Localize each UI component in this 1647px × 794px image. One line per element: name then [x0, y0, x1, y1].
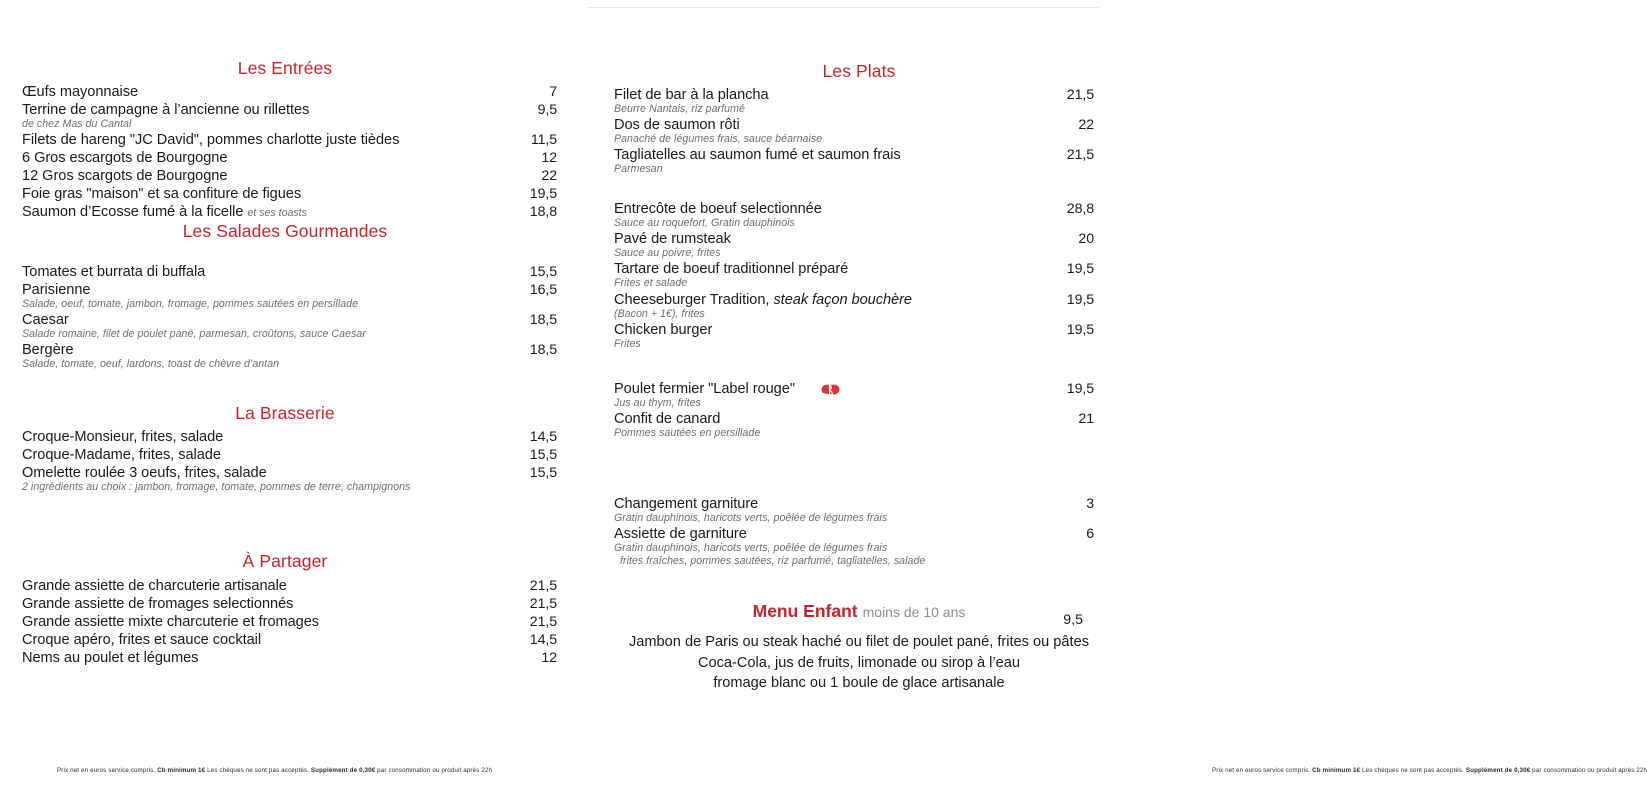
menu-item-price: 12 — [541, 150, 557, 167]
menu-item-name: Cheeseburger Tradition, steak façon bouchère — [614, 291, 912, 308]
menu-item-price: 21,5 — [1066, 147, 1094, 164]
item-description: Salade, oeuf, tomate, jambon, fromage, pommes sautées en persillade — [22, 298, 359, 310]
menu-item-price: 19,5 — [1066, 291, 1094, 308]
section-title-brasserie: La Brasserie — [235, 403, 335, 423]
menu-item-row — [22, 150, 557, 166]
menu-item-name: Poulet fermier "Label rouge" — [614, 381, 840, 397]
item-description: Panaché de légumes frais, sauce béarnaise — [614, 133, 823, 146]
footer-legal-right — [1212, 767, 1647, 774]
menu-enfant-line: Coca-Cola, jus de fruits, limonade ou sirop à l’eau — [697, 654, 1021, 671]
menu-item-row — [22, 168, 557, 184]
footer-text: Prix net en euros service compris. — [1212, 767, 1313, 774]
menu-item-name: Grande assiette mixte charcuterie et fromages — [22, 614, 320, 630]
menu-item-row — [614, 147, 1094, 163]
menu-item-name: Tagliatelles au saumon fumé et saumon frais — [614, 147, 901, 164]
item-description: Jus au thym, frites — [614, 397, 701, 409]
section-title-plats: Les Plats — [822, 61, 896, 81]
menu-enfant-title: Menu Enfant — [752, 601, 858, 621]
menu-item-name: Croque-Monsieur, frites, salade — [22, 429, 224, 445]
menu-item-price: 21,5 — [1066, 87, 1094, 103]
menu-item-row — [22, 447, 557, 463]
item-description: Pommes sautées en persillade — [614, 427, 761, 440]
menu-item-row — [614, 496, 1094, 512]
section-list-brasserie — [22, 429, 557, 494]
menu-item-name: Grande assiette de fromages selectionnés — [22, 596, 294, 612]
menu-enfant-price: 9,5 — [1063, 612, 1083, 628]
menu-item-name: Filet de bar à la plancha — [614, 87, 769, 103]
menu-enfant-line: Jambon de Paris ou steak haché ou filet de poulet pané, frites ou pâtes — [628, 634, 1089, 650]
menu-item-name: Pavé de rumsteak — [614, 231, 731, 248]
menu-item-price: 7 — [549, 84, 557, 100]
menu-enfant-block — [595, 601, 1123, 694]
menu-item-name: Filets de hareng "JC David", pommes charlotte juste tièdes — [22, 132, 400, 149]
item-description: Gratin dauphinois, haricots verts, poêlée de légumes frais — [614, 512, 888, 524]
menu-item-price: 21,5 — [529, 596, 557, 612]
menu-item-name: Grande assiette de charcuterie artisanale — [22, 578, 287, 594]
menu-item-name: 12 Gros scargots de Bourgogne — [22, 168, 228, 185]
menu-enfant-heading — [595, 601, 1123, 622]
menu-item-price: 14,5 — [529, 429, 557, 445]
menu-item-price: 21 — [1078, 411, 1094, 428]
menu-item-row — [614, 381, 1094, 397]
menu-item-name: Omelette roulée 3 oeufs, frites, salade — [22, 465, 267, 481]
menu-item-row — [22, 429, 557, 445]
menu-item-row — [614, 411, 1094, 427]
menu-item-name: Tartare de boeuf traditionnel préparé — [614, 261, 849, 278]
item-description: Sauce au poivre, frites — [614, 247, 721, 260]
menu-item-row — [22, 204, 557, 220]
footer-bold-cb: Cb minimum 1€ — [1312, 767, 1361, 774]
menu-item-price: 20 — [1078, 231, 1094, 248]
menu-item-row — [614, 201, 1094, 217]
section-list-entrees — [22, 84, 557, 220]
menu-item-price: 22 — [541, 168, 557, 185]
menu-item-row — [22, 186, 557, 202]
footer-text: Les chèques ne sont pas acceptés. — [205, 767, 311, 774]
menu-item-row — [22, 465, 557, 481]
menu-item-price: 18,8 — [529, 204, 557, 221]
section-list-salades — [22, 264, 557, 372]
menu-item-price: 12 — [541, 650, 557, 666]
footer-text: par consommation ou produit après 22h — [375, 767, 493, 774]
menu-item-price: 14,5 — [529, 632, 557, 648]
menu-item-name: Croque apéro, frites et sauce cocktail — [22, 632, 262, 648]
menu-item-price: 9,5 — [537, 102, 557, 118]
menu-item-row — [22, 132, 557, 148]
right-column — [595, 0, 1647, 794]
menu-item-price: 15,5 — [529, 264, 557, 280]
item-description: Salade, tomate, oeuf, lardons, toast de chèvre d’antan — [22, 358, 280, 371]
section-title-salades: Les Salades Gourmandes — [182, 221, 388, 241]
footer-text: Prix net en euros service compris. — [57, 767, 158, 774]
item-description: (Bacon + 1€), frites — [614, 307, 705, 320]
section-list-garniture — [614, 496, 1094, 569]
menu-item-row — [22, 84, 557, 100]
section-list-poultry — [614, 381, 1094, 440]
menu-item-name: Terrine de campagne à l’ancienne ou rillettes — [22, 102, 310, 118]
menu-item-name: Chicken burger — [614, 321, 713, 338]
menu-item-inline-description: et ses toasts — [247, 207, 307, 220]
menu-item-price: 3 — [1086, 496, 1094, 512]
menu-item-name: Tomates et burrata di buffala — [22, 264, 206, 280]
menu-item-name: Saumon d’Ecosse fumé à la ficelle et ses toasts — [22, 204, 307, 221]
menu-item-name: Confit de canard — [614, 411, 721, 428]
menu-item-row — [614, 231, 1094, 247]
menu-item-row — [22, 650, 557, 666]
menu-item-row — [22, 614, 557, 630]
menu-item-name: Changement garniture — [614, 496, 759, 512]
menu-item-price: 22 — [1078, 117, 1094, 134]
menu-item-name-italic: steak façon bouchère — [773, 291, 912, 308]
menu-item-row — [614, 117, 1094, 133]
menu-item-price: 21,5 — [529, 614, 557, 630]
menu-item-price: 18,5 — [529, 312, 557, 329]
section-list-partager — [22, 578, 557, 666]
item-description: Frites et salade — [614, 277, 688, 290]
menu-item-price: 19,5 — [1066, 321, 1094, 338]
item-description: Salade romaine, filet de poulet pané, parmesan, croûtons, sauce Caesar — [22, 328, 366, 341]
section-title-partager: À Partager — [242, 551, 328, 571]
menu-item-price: 28,8 — [1066, 201, 1094, 217]
menu-item-row — [22, 102, 557, 118]
menu-item-name: Foie gras "maison" et sa confiture de figues — [22, 186, 302, 203]
menu-item-row — [614, 526, 1094, 542]
menu-item-price: 15,5 — [529, 465, 557, 481]
item-description: Frites — [614, 337, 641, 350]
menu-item-name: 6 Gros escargots de Bourgogne — [22, 150, 228, 167]
label-rouge-icon — [821, 383, 840, 396]
footer-bold-supplement: Supplément de 0,30€ — [1465, 767, 1531, 774]
menu-item-price: 16,5 — [529, 282, 557, 298]
menu-item-price: 18,5 — [529, 342, 557, 359]
menu-item-price: 19,5 — [1066, 381, 1094, 397]
menu-item-row — [22, 282, 557, 298]
menu-item-name: Œufs mayonnaise — [22, 84, 139, 100]
menu-item-price: 11,5 — [530, 132, 557, 149]
item-description: frites fraîches, pommes sautées, riz parfumé, tagliatelles, salade — [620, 555, 926, 568]
footer-bold-cb: Cb minimum 1€ — [157, 767, 206, 774]
menu-enfant-line: fromage blanc ou 1 boule de glace artisanale — [713, 675, 1005, 692]
menu-item-row — [22, 632, 557, 648]
section-list-fish — [614, 87, 1094, 177]
menu-item-row — [22, 596, 557, 612]
footer-text: par consommation ou produit après 22h — [1530, 767, 1647, 774]
menu-item-row — [22, 312, 557, 328]
item-description: Sauce au roquefort, Gratin dauphinois — [614, 217, 795, 229]
menu-item-name: Caesar — [22, 312, 69, 329]
menu-item-price: 19,5 — [1066, 261, 1094, 278]
menu-item-row — [22, 264, 557, 280]
menu-item-price: 19,5 — [529, 186, 557, 203]
footer-text: Les chèques ne sont pas acceptés. — [1360, 767, 1466, 774]
section-title-entrees: Les Entrées — [237, 58, 333, 78]
menu-item-row — [614, 322, 1094, 338]
menu-item-row — [22, 578, 557, 594]
menu-item-row — [614, 87, 1094, 103]
menu-item-row — [22, 342, 557, 358]
menu-item-price: 21,5 — [529, 578, 557, 594]
menu-item-name: Assiette de garniture — [614, 526, 747, 543]
menu-item-name: Nems au poulet et légumes — [22, 650, 199, 666]
menu-item-name: Entrecôte de boeuf selectionnée — [614, 201, 822, 217]
menu-item-name: Croque-Madame, frites, salade — [22, 447, 221, 463]
footer-bold-supplement: Supplément de 0,30€ — [310, 767, 376, 774]
footer-legal-left — [57, 767, 492, 774]
left-column — [0, 0, 570, 794]
item-description: de chez Mas du Cantal — [22, 118, 132, 130]
menu-item-name: Parisienne — [22, 282, 91, 298]
item-description: Gratin dauphinois, haricots verts, poêlée de légumes frais — [614, 542, 888, 555]
menu-enfant-lines — [595, 632, 1123, 694]
menu-item-row — [614, 261, 1094, 277]
section-list-meat — [614, 201, 1094, 351]
menu-item-name: Bergère — [22, 342, 74, 359]
item-description: Parmesan — [614, 163, 663, 176]
item-description: Beurre Nantais, riz parfumé — [614, 103, 745, 115]
menu-enfant-subtitle: moins de 10 ans — [862, 604, 966, 620]
menu-item-name: Dos de saumon rôti — [614, 117, 740, 134]
menu-item-price: 6 — [1086, 526, 1094, 543]
item-description: 2 ingrédients au choix : jambon, fromage, tomate, pommes de terre, champignons — [22, 481, 411, 493]
menu-item-row — [614, 292, 1094, 308]
menu-item-price: 15,5 — [529, 447, 557, 463]
